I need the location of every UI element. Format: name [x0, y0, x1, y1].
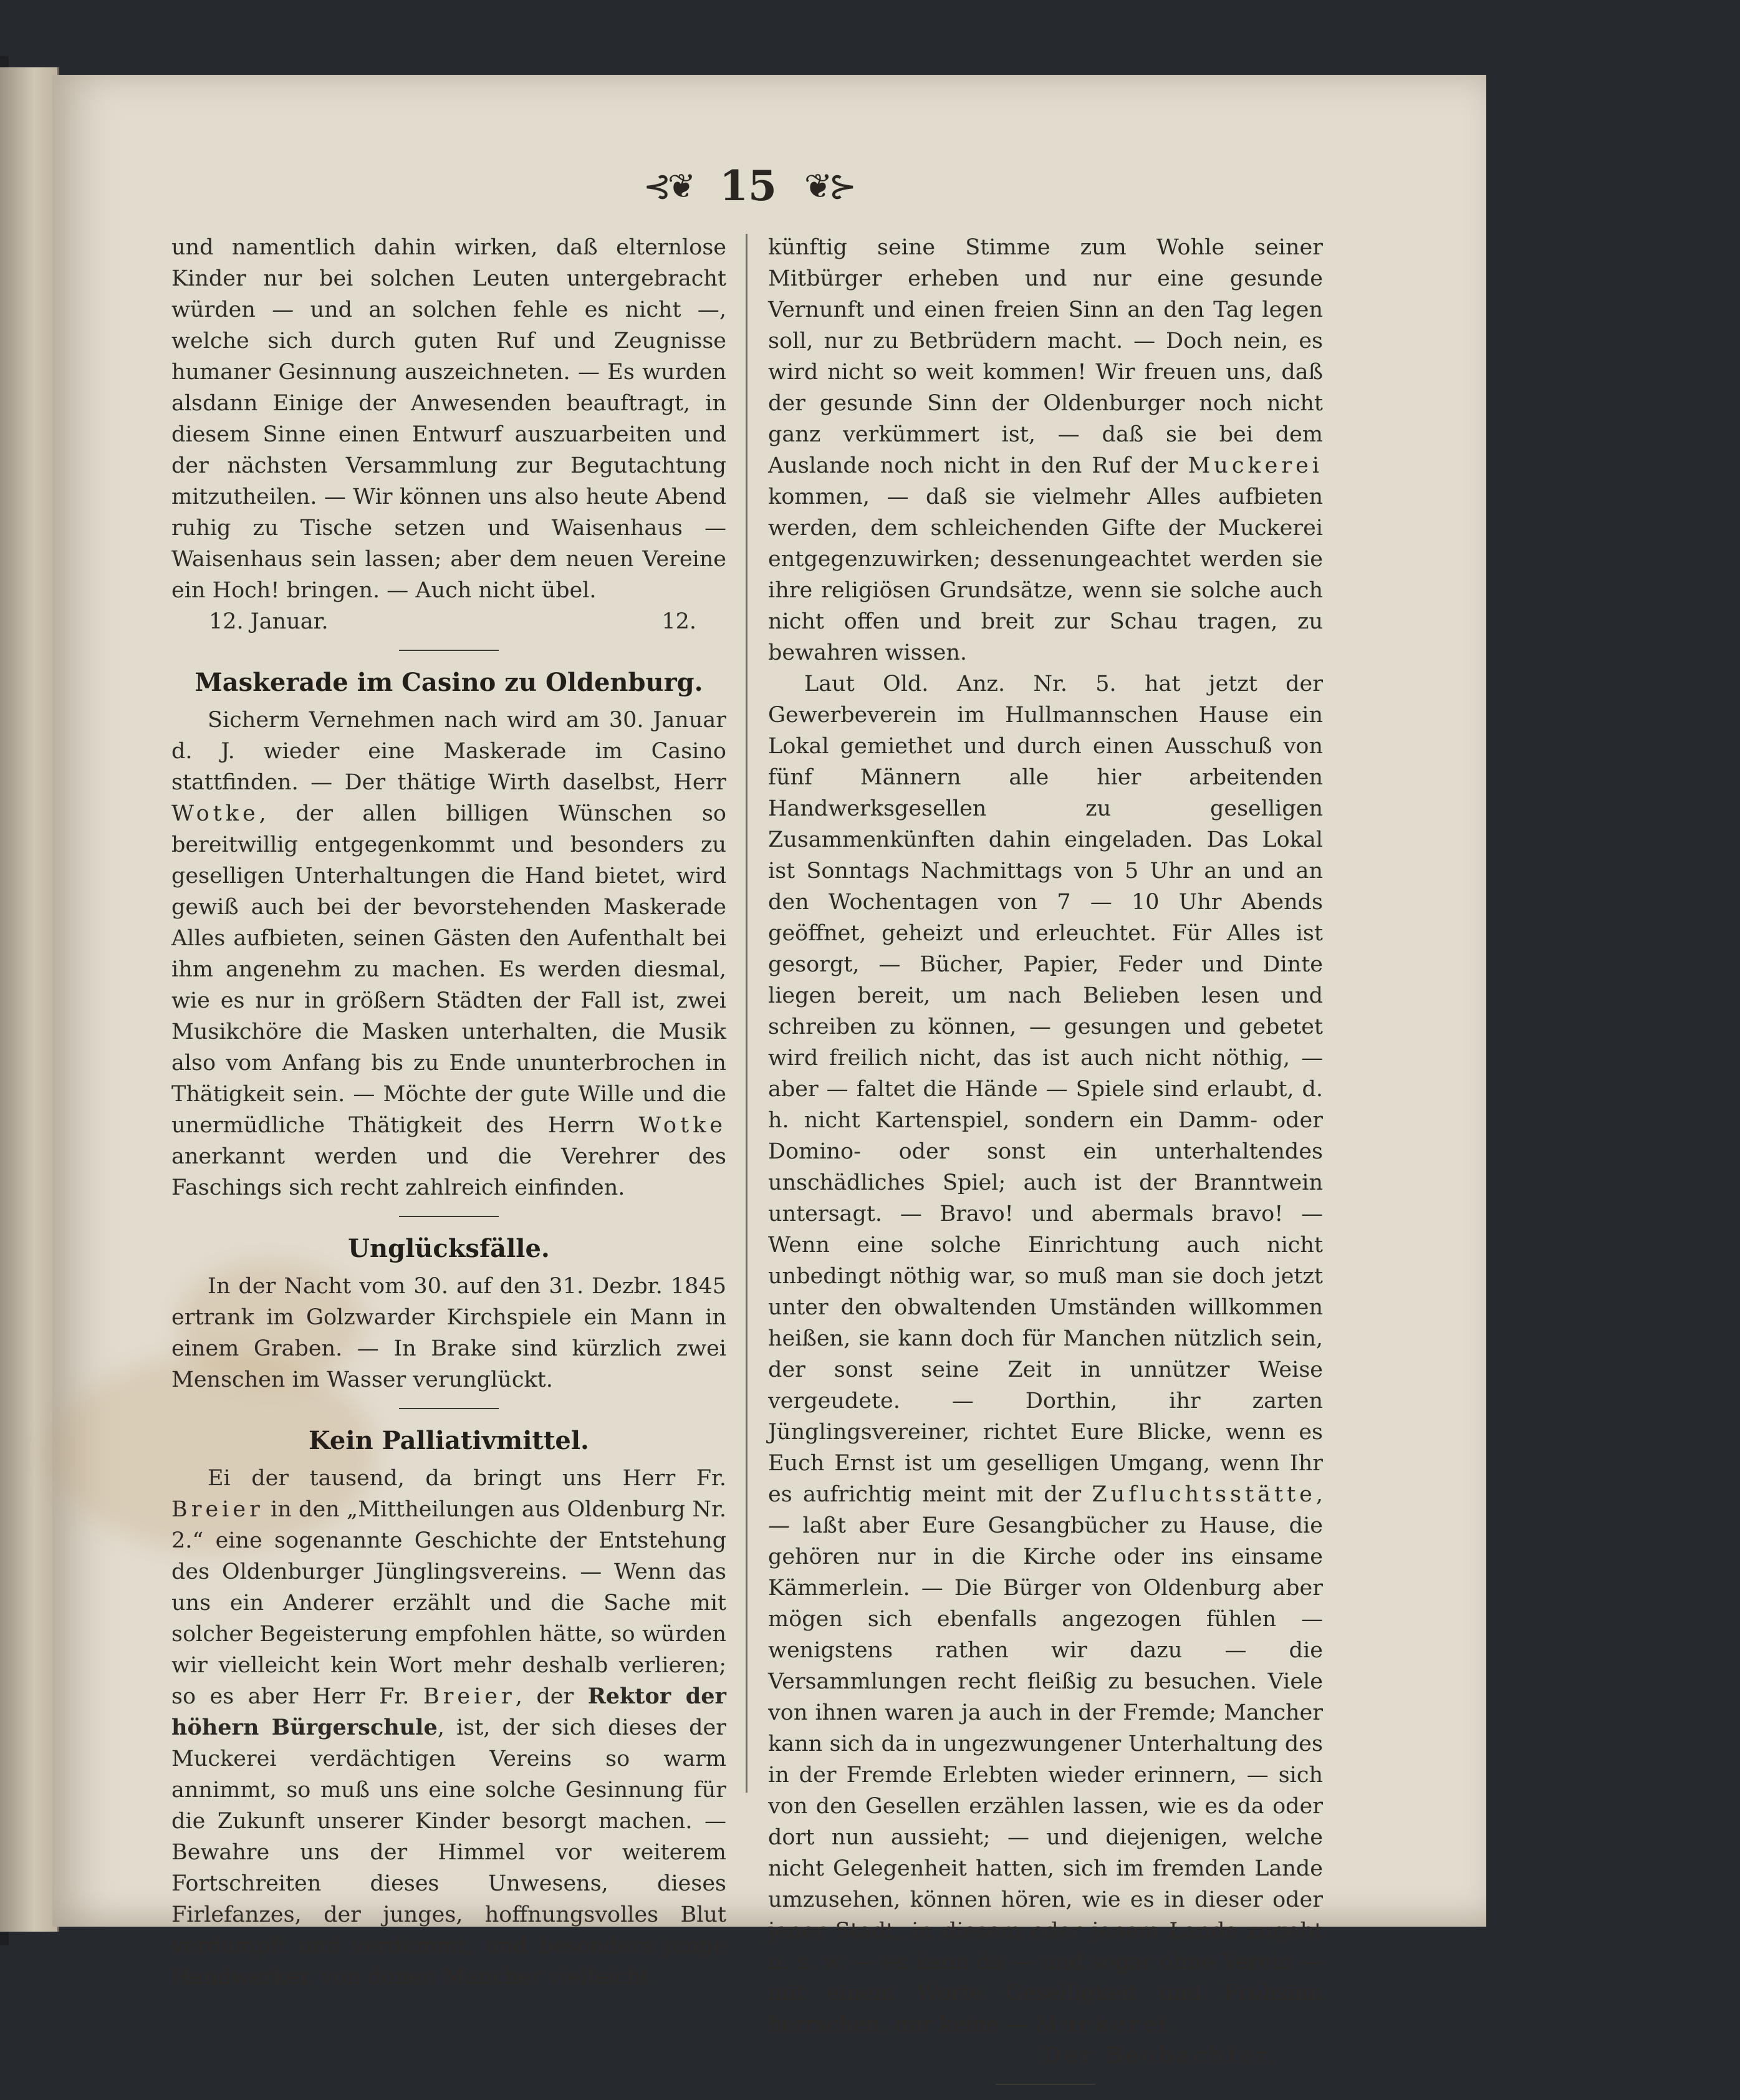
page-number: 15	[719, 161, 777, 210]
article-text: kommen, — daß sie vielmehr Alles aufbieten werden, dem schleichenden Gifte der Muckerei entgegenzuwirken; dessenungeachtet werden sie ihre religiösen Grundsätze, wenn sie solche auch nicht offen und breit zur Schau tragen, zu bewahren wissen.	[768, 484, 1323, 665]
dateline	[171, 606, 726, 637]
heading-maskerade: Maskerade im Casino zu Oldenburg.	[195, 668, 703, 697]
word-zufluchtsstaette: Zufluchtsstätte	[1092, 1482, 1316, 1507]
article-text: , der	[515, 1684, 588, 1709]
facing-page-edge	[0, 67, 59, 1932]
section-rule	[399, 1408, 499, 1409]
column-divider	[746, 234, 747, 1793]
word-muckerei: Muckerei	[1035, 2012, 1171, 2037]
dateline-date: 12. Januar.	[209, 609, 329, 634]
signature: Der Beobachter.	[1043, 2043, 1279, 2068]
article-text: Laut Old. Anz. Nr. 5. hat jetzt der Gewerbeverein im Hullmannschen Hause ein Lokal gemiethet und durch einen Ausschuß von fünf Männern alle hier arbeitenden Handwerksgesellen zu geselligen Zusammenkünften dahin eingeladen. Das Lokal ist Sonntags Nachmittags von 5 Uhr an und an den Wochentagen von 7 — 10 Uhr Abends geöffnet, geheizt und erleuchtet. Für Alles ist gesorgt, — Bücher, Papier, Feder und Dinte liegen bereit, um nach Belieben lesen und schreiben zu können, — gesungen und gebetet wird freilich nicht, das ist auch nicht nöthig, — aber — faltet die Hände — Spiele sind erlaubt, d. h. nicht Kartenspiel, sondern ein Damm- oder Domino- oder sonst ein unterhaltendes unschädliches Spiel; auch ist der Branntwein untersagt. — Bravo! und abermals bravo! — Wenn eine solche Einrichtung auch nicht unbedingt nöthig war, so muß man sie doch jetzt unter den obwaltenden Umständen willkommen heißen, sie kann doch für Manchen nützlich sein, der sonst seine Zeit in unnützer Weise vergeudete. — Dorthin, ihr zarten Jünglingsvereiner, richtet Eure Blicke, wenn es Euch Ernst ist um geselligen Umgang, wenn Ihr es aufrichtig meint mit der	[768, 672, 1323, 1507]
name-wotke: Wotke	[638, 1113, 726, 1138]
article-palliativmittel	[171, 1463, 726, 1993]
article-text: Ei der tausend, da bringt uns Herr Fr.	[208, 1466, 726, 1491]
rektor-title: Rektor der höhern Bürgerschule	[171, 1683, 726, 1740]
word-muckerei: Muckerei	[1188, 453, 1323, 478]
name-breier: Breier	[171, 1497, 264, 1522]
continued-paragraph: und namentlich dahin wirken, daß elternlose Kinder nur bei solchen Leuten untergebracht würden — und an solchen fehle es nicht —, welche sich durch guten Ruf und Zeugnisse humaner Gesinnung auszeichneten. — Es wurden alsdann Einige der Anwesenden beauftragt, in diesem Sinne einen Entwurf auszuarbeiten und der nächsten Versammlung zur Begutachtung mitzutheilen. — Wir können uns also heute Abend ruhig zu Tische setzen und Waisenhaus — Waisenhaus sein lassen; aber dem neuen Vereine ein Hoch! bringen. — Auch nicht übel.	[171, 235, 726, 603]
ornament-right-icon: ❦⊱	[804, 166, 853, 206]
name-breier: Breier	[423, 1684, 516, 1709]
right-column	[768, 232, 1323, 2100]
section-rule	[399, 650, 499, 651]
left-column	[171, 232, 726, 1993]
end-rule	[996, 2084, 1095, 2085]
dateline-number: 12.	[661, 609, 696, 634]
page-header	[617, 161, 879, 211]
article-maskerade	[171, 705, 726, 1203]
article-text: Sicherm Vernehmen nach wird am 30. Januar d. J. wieder eine Maskerade im Casino stattfinden. — Der thätige Wirth daselbst, Herr	[171, 708, 726, 795]
article-text: künftig seine Stimme zum Wohle seiner Mitbürger erheben und nur eine gesunde Vernunft und einen freien Sinn an den Tag legen soll, nur zu Betbrüdern macht. — Doch nein, es wird nicht so weit kommen! Wir freuen uns, daß der gesunde Sinn der Oldenburger noch nicht ganz verkümmert ist, — daß sie bei dem Auslande noch nicht in den Ruf der	[768, 235, 1323, 478]
heading-ungluecksfaelle: Unglücksfälle.	[348, 1234, 550, 1263]
article-ungluecksfaelle: In der Nacht vom 30. auf den 31. Dezbr. 1845 ertrank im Golzwarder Kirchspiele ein Mann in einem Graben. — In Brake sind kürzlich zwei Menschen im Wasser verunglückt.	[171, 1274, 726, 1392]
heading-palliativmittel: Kein Palliativmittel.	[309, 1426, 589, 1455]
article-text: , der allen billigen Wünschen so bereitwillig entgegenkommt und besonders zu geselligen Unterhaltungen die Hand bietet, wird gewiß auch bei der bevorstehenden Maskerade Alles aufbieten, seinen Gästen den Aufenthalt bei ihm angenehm zu machen. Es werden diesmal, wie es nur in größern Städten der Fall ist, zwei Musikchöre die Masken unterhalten, die Musik also vom Anfang bis zu Ende ununterbrochen in Thätigkeit sein. — Möchte der gute Wille und die unermüdliche Thätigkeit des Herrn	[171, 801, 726, 1138]
continued-paragraph	[768, 232, 1323, 668]
article-gewerbeverein	[768, 668, 1323, 2040]
name-wotke: Wotke	[171, 801, 259, 826]
article-text: in den „Mittheilungen aus Oldenburg Nr. 2.“ eine sogenannte Geschichte der Entstehung des Oldenburger Jünglingsvereins. — Wenn das uns ein Anderer erzählt und die Sache mit solcher Begeisterung empfohlen hätte, so würden wir vielleicht kein Wort mehr deshalb verlieren; so es aber Herr Fr.	[171, 1497, 726, 1709]
article-text: , ist, der sich dieses der Muckerei verdächtigen Vereins so warm annimmt, so muß uns eine solche Gesinnung für die Zukunft unserer Kinder besorgt machen. — Bewahre uns der Himmel vor weiterem Fortschreiten dieses Unwesens, dieses Firlefanzes, der junges, hoffnungsvolles Blut verdumpft und verdummt, und besonders junge Handwerker, von denen Mancher vielleicht	[171, 1715, 727, 1990]
ornament-left-icon: ⊰❦	[643, 166, 693, 206]
section-rule	[399, 1216, 499, 1217]
article-text: , — laßt aber Eure Gesangbücher zu Hause, die gehören nur in die Kirche oder ins einsame Kämmerlein. — Die Bürger von Oldenburg aber mögen sich ebenfalls angezogen fühlen — wenigstens rathen wir dazu — die Versammlungen recht fleißig zu besuchen. Viele von ihnen waren ja auch in der Fremde; Mancher kann sich da in ungezwungener Unterhaltung des in der Fremde Erlebten wieder erinnern, — sich von den Gesellen erzählen lassen, wie es da oder dort nun aussieht; — und diejenigen, welche nicht Gelegenheit hatten, sich im fremden Lande umzusehen, können hören, wie es in dieser oder jener Stadt, in diesem oder jenem Lande zugeht u. s. w. — es kann da — und sogar ohne Verein — mit einem Worte Geselligkeit und Frohsinn herrschen, nur keine —	[768, 1482, 1323, 2037]
article-text: anerkannt werden und die Verehrer des Faschings sich recht zahlreich einfinden.	[171, 1144, 726, 1200]
article-text: .	[1170, 2012, 1178, 2037]
